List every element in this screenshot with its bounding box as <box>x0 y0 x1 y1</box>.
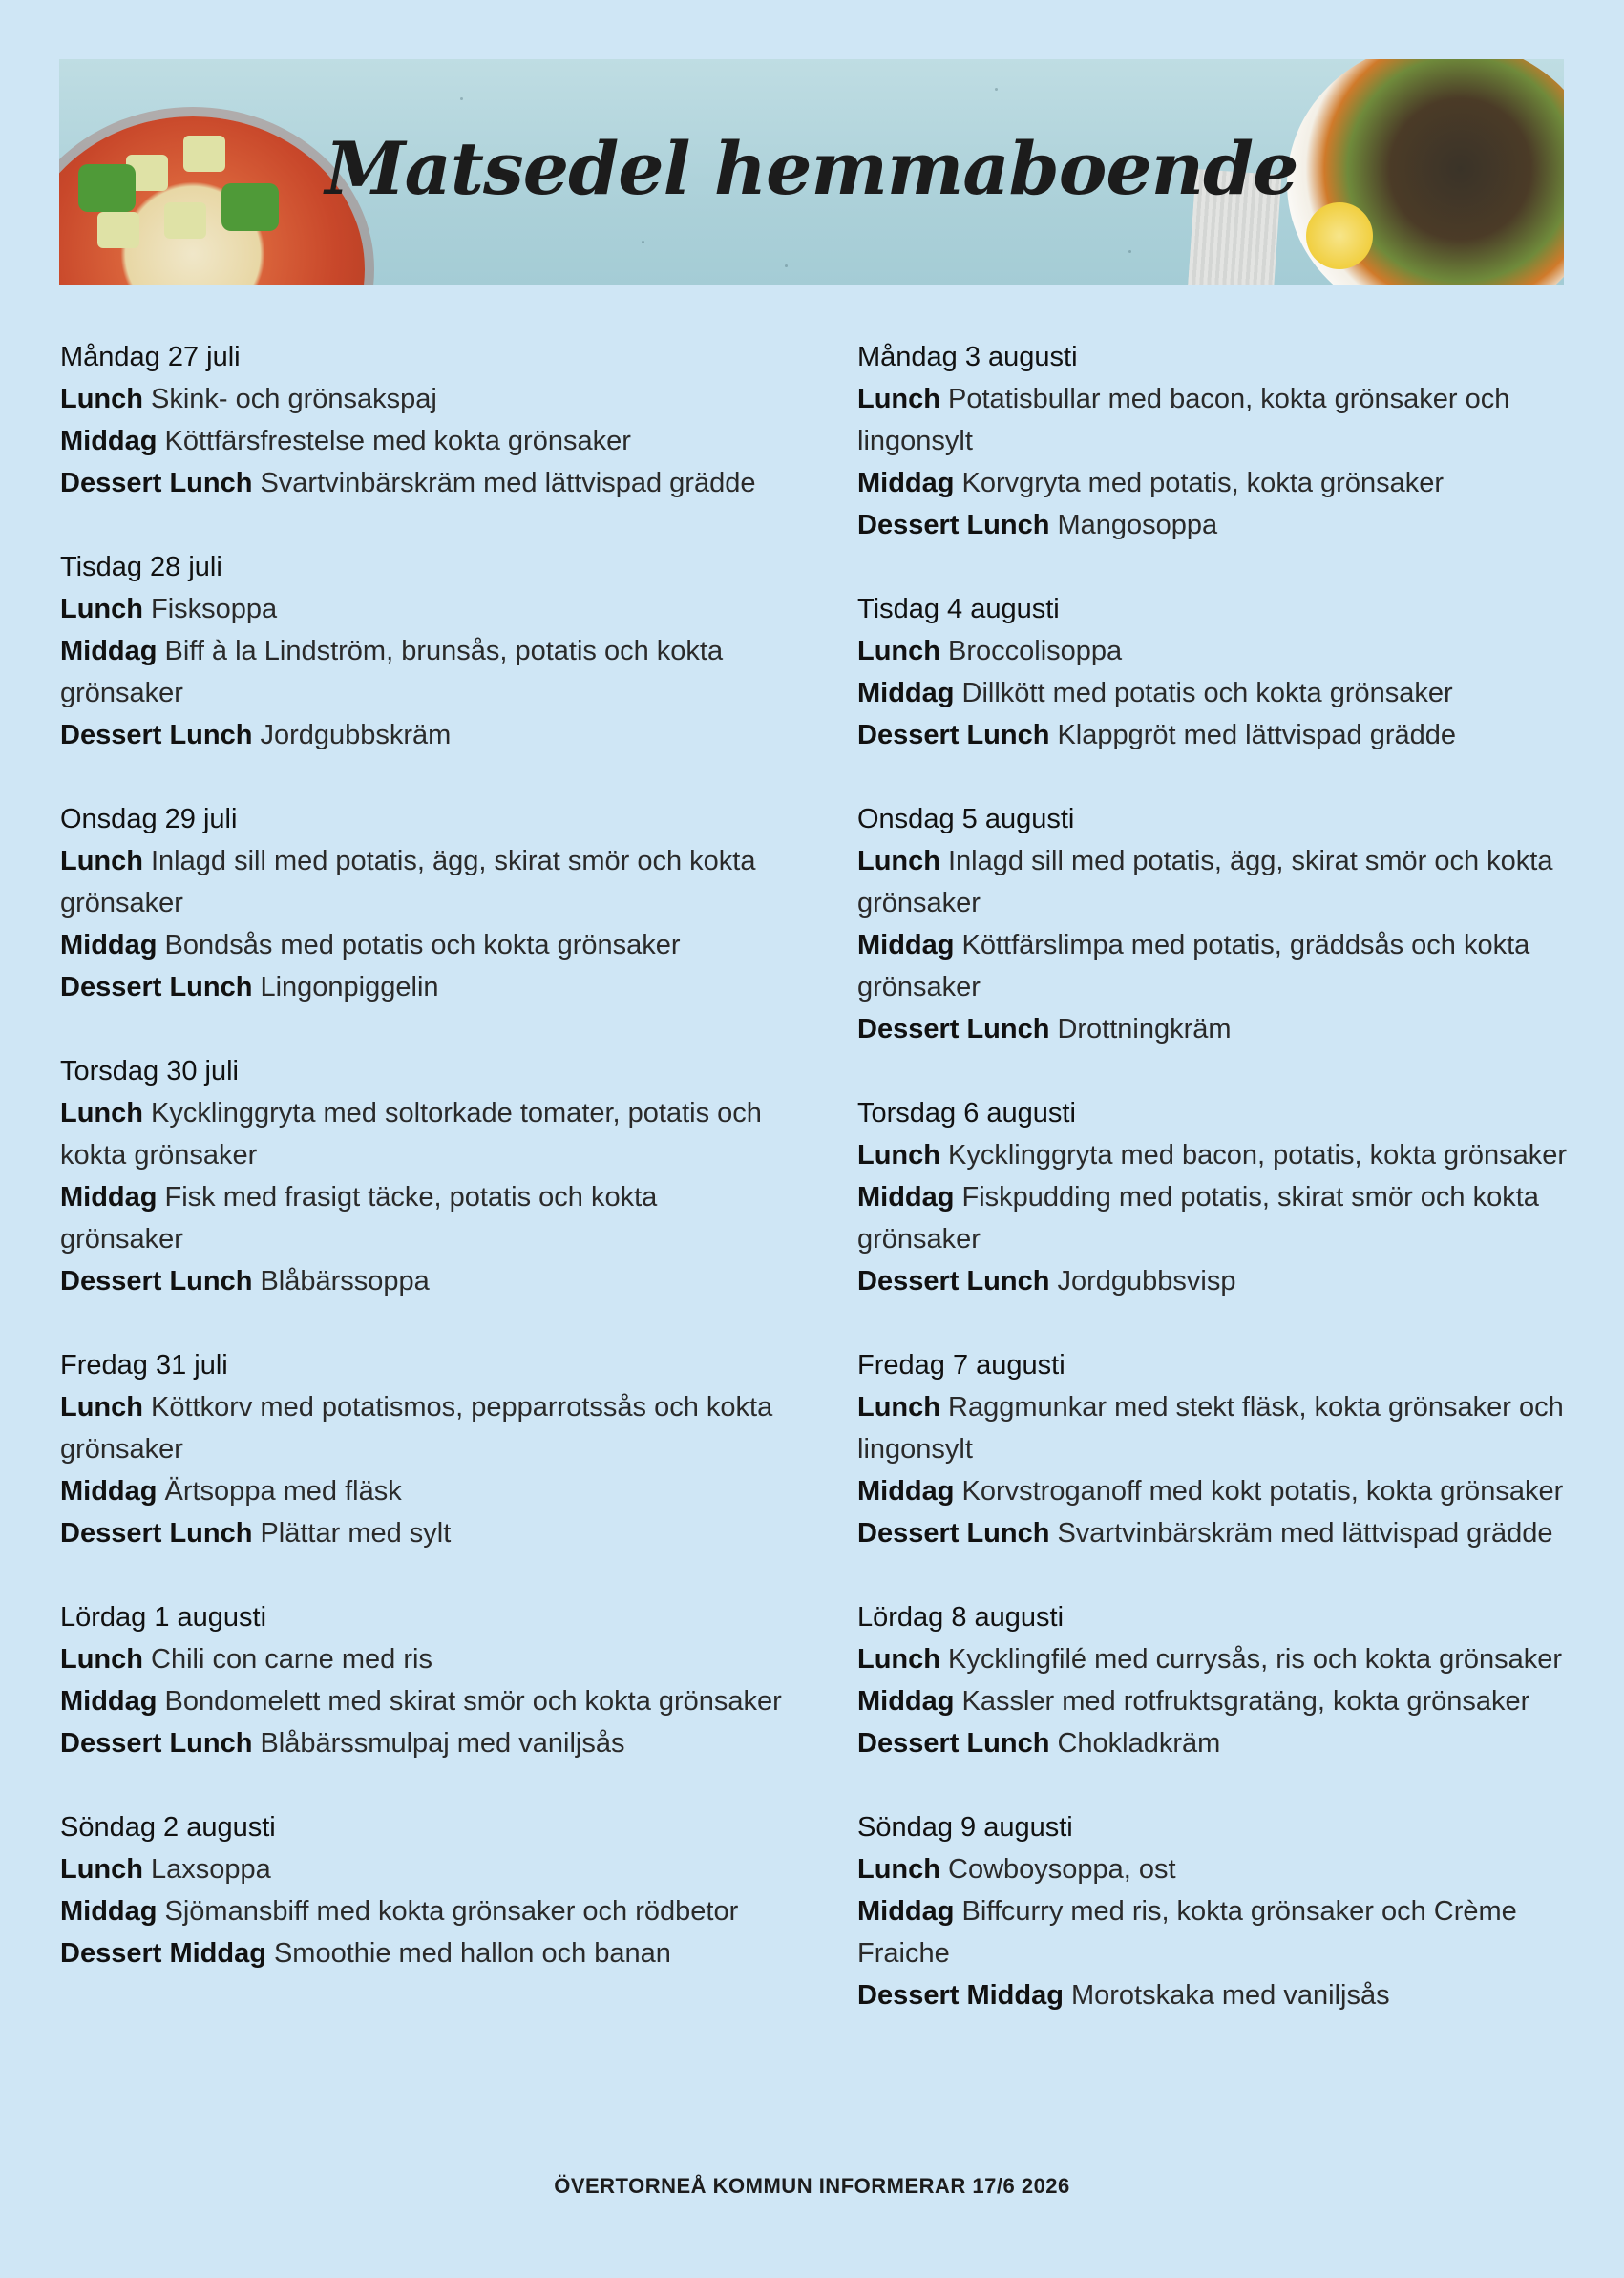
meal-text: Blåbärssoppa <box>260 1266 430 1297</box>
meal-label: Middag <box>857 930 955 960</box>
meal-label: Dessert Middag <box>857 1980 1064 2011</box>
meal-line <box>60 924 786 966</box>
meal-text: Kycklingfilé med currysås, ris och kokta grönsaker <box>948 1644 1563 1675</box>
day-title: Fredag 31 juli <box>60 1350 228 1381</box>
menu-day <box>857 798 1583 1050</box>
meal-text: Broccolisoppa <box>948 636 1123 666</box>
meal-label: Lunch <box>857 1854 940 1885</box>
meal-label: Lunch <box>60 1644 143 1675</box>
meal-line <box>60 1092 786 1176</box>
meal-text: Mangosoppa <box>1057 510 1218 540</box>
meal-line <box>857 1260 1583 1302</box>
meal-label: Middag <box>60 426 158 456</box>
footer-text: ÖVERTORNEÅ KOMMUN INFORMERAR 17/6 2026 <box>554 2174 1070 2198</box>
day-title: Fredag 7 augusti <box>857 1350 1065 1381</box>
meal-text: Smoothie med hallon och banan <box>273 1938 671 1969</box>
meal-text: Lingonpiggelin <box>260 972 439 1002</box>
meal-line <box>857 1512 1583 1554</box>
meal-text: Köttfärsfrestelse med kokta grönsaker <box>164 426 631 456</box>
meal-line <box>60 1890 786 1932</box>
menu-day <box>857 1092 1583 1302</box>
meal-line <box>857 378 1583 462</box>
meal-line <box>60 1848 786 1890</box>
meal-text: Sjömansbiff med kokta grönsaker och rödbetor <box>164 1896 739 1927</box>
meal-label: Dessert Lunch <box>60 720 253 750</box>
meal-line <box>60 1680 786 1722</box>
day-title: Torsdag 6 augusti <box>857 1098 1076 1128</box>
menu-day <box>60 546 786 756</box>
meal-label: Dessert Lunch <box>60 1266 253 1297</box>
meal-label: Middag <box>857 1686 955 1717</box>
meal-label: Dessert Lunch <box>60 468 253 498</box>
meal-label: Lunch <box>60 846 143 876</box>
day-title: Måndag 27 juli <box>60 342 241 372</box>
menu-day <box>857 1344 1583 1554</box>
meal-text: Plättar med sylt <box>260 1518 452 1549</box>
meal-label: Middag <box>60 1896 158 1927</box>
menu-day <box>60 336 786 504</box>
meal-label: Middag <box>857 1476 955 1507</box>
meal-label: Middag <box>857 678 955 708</box>
lemon-image <box>1306 202 1373 269</box>
meal-text: Potatisbullar med bacon, kokta grönsaker och lingonsylt <box>857 384 1510 456</box>
meal-line <box>857 840 1583 924</box>
meal-label: Dessert Lunch <box>857 1728 1050 1759</box>
meal-text: Kassler med rotfruktsgratäng, kokta grönsaker <box>961 1686 1530 1717</box>
meal-label: Dessert Lunch <box>60 972 253 1002</box>
menu-day <box>857 588 1583 756</box>
meal-text: Biffcurry med ris, kokta grönsaker och Crème Fraiche <box>857 1896 1517 1969</box>
menu-day <box>60 1050 786 1302</box>
meal-text: Korvgryta med potatis, kokta grönsaker <box>961 468 1445 498</box>
meal-label: Middag <box>60 1182 158 1213</box>
meal-text: Chili con carne med ris <box>151 1644 432 1675</box>
meal-label: Middag <box>857 1182 955 1213</box>
meal-text: Bondsås med potatis och kokta grönsaker <box>164 930 681 960</box>
meal-label: Middag <box>60 636 158 666</box>
meal-line <box>857 1008 1583 1050</box>
meal-line <box>857 630 1583 672</box>
meal-text: Fiskpudding med potatis, skirat smör och kokta grönsaker <box>857 1182 1539 1255</box>
meal-line <box>60 378 786 420</box>
meal-line <box>60 1932 786 1974</box>
day-title: Lördag 1 augusti <box>60 1602 267 1633</box>
meal-text: Laxsoppa <box>151 1854 271 1885</box>
meal-label: Dessert Lunch <box>857 1014 1050 1044</box>
meal-text: Svartvinbärskräm med lättvispad grädde <box>1057 1518 1553 1549</box>
menu-day <box>857 1806 1583 2016</box>
meal-line <box>60 1386 786 1470</box>
meal-line <box>60 462 786 504</box>
meal-text: Bondomelett med skirat smör och kokta grönsaker <box>164 1686 782 1717</box>
meal-label: Lunch <box>857 384 940 414</box>
meal-label: Lunch <box>60 384 143 414</box>
meal-text: Jordgubbsvisp <box>1057 1266 1236 1297</box>
meal-line <box>857 1386 1583 1470</box>
banner-speck <box>1128 250 1131 253</box>
meal-text: Blåbärssmulpaj med vaniljsås <box>260 1728 625 1759</box>
meal-label: Dessert Lunch <box>60 1518 253 1549</box>
meal-label: Dessert Lunch <box>857 720 1050 750</box>
meal-label: Lunch <box>60 594 143 624</box>
menu-day <box>60 1596 786 1764</box>
day-title: Måndag 3 augusti <box>857 342 1078 372</box>
meal-line <box>857 1680 1583 1722</box>
day-title: Onsdag 5 augusti <box>857 804 1075 834</box>
page-title: Matsedel hemmaboende <box>325 126 1298 211</box>
meal-label: Middag <box>60 930 158 960</box>
meal-label: Dessert Lunch <box>60 1728 253 1759</box>
meal-label: Middag <box>60 1686 158 1717</box>
meal-line <box>60 840 786 924</box>
meal-label: Middag <box>857 468 955 498</box>
meal-line <box>60 1176 786 1260</box>
meal-label: Dessert Middag <box>60 1938 266 1969</box>
meal-line <box>857 1722 1583 1764</box>
meal-line <box>60 966 786 1008</box>
meal-line <box>857 1470 1583 1512</box>
meal-line <box>857 1974 1583 2016</box>
menu-day <box>60 1344 786 1554</box>
meal-text: Klappgröt med lättvispad grädde <box>1057 720 1456 750</box>
meal-label: Lunch <box>857 846 940 876</box>
meal-label: Middag <box>60 1476 158 1507</box>
meal-line <box>60 1638 786 1680</box>
banner-speck <box>995 88 998 91</box>
meal-text: Kycklinggryta med soltorkade tomater, potatis och kokta grönsaker <box>60 1098 762 1171</box>
meal-line <box>60 714 786 756</box>
menu-column-right <box>857 336 1583 2058</box>
meal-label: Lunch <box>857 636 940 666</box>
meal-line <box>857 462 1583 504</box>
meal-text: Svartvinbärskräm med lättvispad grädde <box>260 468 756 498</box>
banner-speck <box>460 97 463 100</box>
meal-line <box>857 1848 1583 1890</box>
meal-label: Dessert Lunch <box>857 1266 1050 1297</box>
meal-line <box>60 630 786 714</box>
meal-line <box>857 714 1583 756</box>
meal-text: Inlagd sill med potatis, ägg, skirat smör och kokta grönsaker <box>857 846 1553 918</box>
day-title: Lördag 8 augusti <box>857 1602 1065 1633</box>
meal-text: Köttkorv med potatismos, pepparrotssås och kokta grönsaker <box>60 1392 773 1465</box>
menu-day <box>857 1596 1583 1764</box>
menu-day <box>857 336 1583 546</box>
meal-line <box>857 924 1583 1008</box>
meal-line <box>857 1134 1583 1176</box>
meal-label: Dessert Lunch <box>857 510 1050 540</box>
meal-line <box>60 1470 786 1512</box>
meal-text: Morotskaka med vaniljsås <box>1070 1980 1390 2011</box>
meal-label: Lunch <box>857 1644 940 1675</box>
meal-line <box>857 504 1583 546</box>
meal-label: Dessert Lunch <box>857 1518 1050 1549</box>
meal-line <box>60 1512 786 1554</box>
meal-line <box>60 588 786 630</box>
meal-text: Skink- och grönsakspaj <box>151 384 437 414</box>
banner-speck <box>642 241 644 243</box>
meal-line <box>857 1890 1583 1974</box>
meal-text: Raggmunkar med stekt fläsk, kokta grönsaker och lingonsylt <box>857 1392 1564 1465</box>
meal-line <box>60 1722 786 1764</box>
meal-text: Korvstroganoff med kokt potatis, kokta grönsaker <box>961 1476 1564 1507</box>
day-title: Söndag 2 augusti <box>60 1812 276 1843</box>
meal-text: Drottningkräm <box>1057 1014 1232 1044</box>
meal-line <box>60 420 786 462</box>
meal-line <box>857 1638 1583 1680</box>
meal-line <box>857 672 1583 714</box>
meal-line <box>857 1176 1583 1260</box>
meal-label: Lunch <box>60 1854 143 1885</box>
meal-text: Inlagd sill med potatis, ägg, skirat smör och kokta grönsaker <box>60 846 756 918</box>
banner-speck <box>785 264 788 267</box>
meal-line <box>60 1260 786 1302</box>
day-title: Tisdag 28 juli <box>60 552 222 582</box>
menu-day <box>60 798 786 1008</box>
day-title: Tisdag 4 augusti <box>857 594 1060 624</box>
meal-label: Lunch <box>857 1140 940 1171</box>
meal-label: Lunch <box>60 1392 143 1423</box>
meal-label: Lunch <box>857 1392 940 1423</box>
meal-text: Jordgubbskräm <box>260 720 452 750</box>
day-title: Onsdag 29 juli <box>60 804 238 834</box>
meal-text: Biff à la Lindström, brunsås, potatis och kokta grönsaker <box>60 636 724 708</box>
meal-label: Lunch <box>60 1098 143 1128</box>
header-banner <box>59 59 1564 285</box>
meal-text: Kycklinggryta med bacon, potatis, kokta grönsaker <box>948 1140 1567 1171</box>
meal-text: Chokladkräm <box>1057 1728 1221 1759</box>
meal-text: Köttfärslimpa med potatis, gräddsås och kokta grönsaker <box>857 930 1530 1002</box>
menu-day <box>60 1806 786 1974</box>
meal-text: Cowboysoppa, ost <box>948 1854 1176 1885</box>
day-title: Söndag 9 augusti <box>857 1812 1073 1843</box>
meal-text: Ärtsoppa med fläsk <box>164 1476 402 1507</box>
meal-text: Dillkött med potatis och kokta grönsaker <box>961 678 1453 708</box>
day-title: Torsdag 30 juli <box>60 1056 239 1086</box>
meal-text: Fisk med frasigt täcke, potatis och kokta grönsaker <box>60 1182 658 1255</box>
meal-text: Fisksoppa <box>151 594 278 624</box>
meal-label: Middag <box>857 1896 955 1927</box>
menu-column-left <box>60 336 786 2016</box>
salad-piece <box>97 212 139 248</box>
